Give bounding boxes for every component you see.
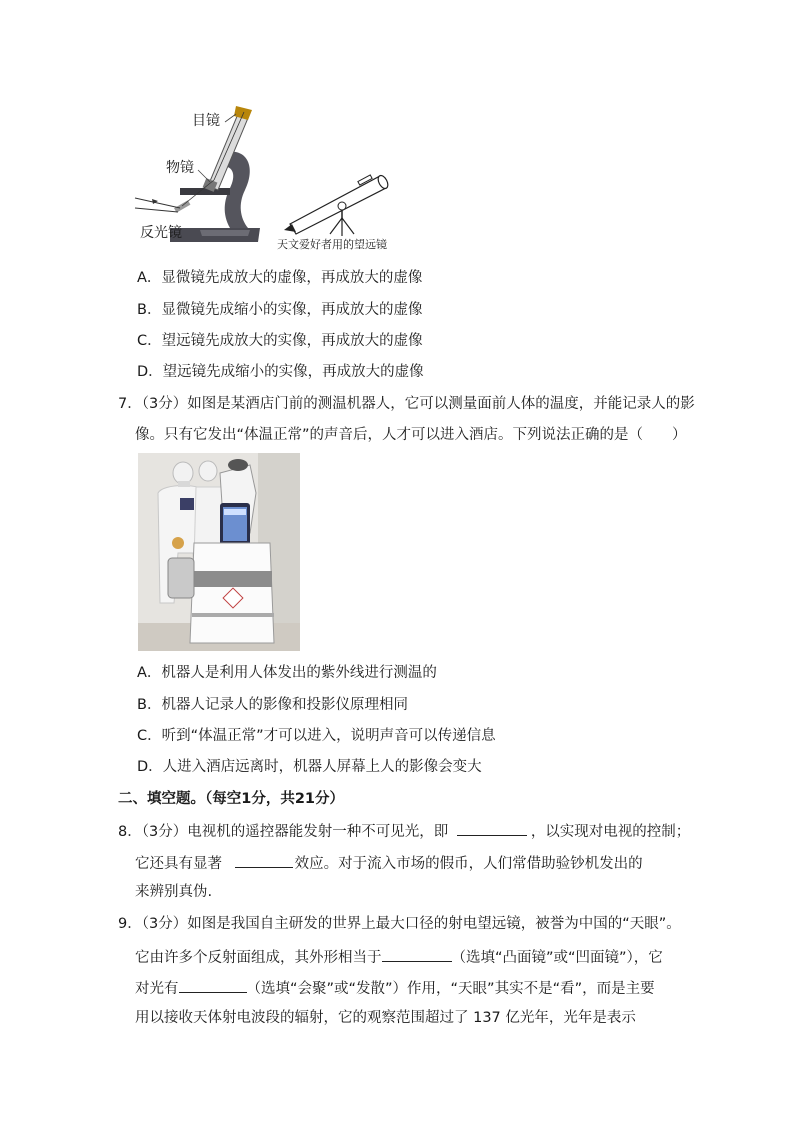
q8-line3 [135,882,212,902]
q7-option-d: D．人进入酒店远离时，机器人屏幕上人的影像会变大 [137,759,482,775]
q9-text: 它由许多个反射面组成，其外形相当于 [135,950,382,966]
q8-line2 [135,852,643,874]
q6-option-d: D．望远镜先成缩小的实像，再成放大的虚像 [137,364,424,380]
q9-text: （选填“会聚”或“发散”）作用，“天眼”其实不是“看”，而是主要 [246,981,655,997]
objective-label: 物镜 [166,160,194,176]
q7-stem-line1: 7．（3分）如图是某酒店门前的测温机器人，它可以测量面前人体的温度，并能记录人的影 [118,396,695,412]
telescope-caption: 天文爱好者用的望远镜 [277,238,387,251]
figure-q6 [130,100,410,260]
q6-option-c: C．望远镜先成放大的实像，再成放大的虚像 [137,333,423,349]
q9-line3 [135,977,655,999]
q7-option-b: B．机器人记录人的影像和投影仪原理相同 [137,697,408,713]
section-title: 二、填空题。（每空1分，共21分） [118,791,345,807]
q7-option-a: A．机器人是利用人体发出的紫外线进行测温的 [137,665,437,681]
telescope-diagram [280,162,400,242]
q8-line1 [118,820,690,842]
q8-text: 来辨别真伪. [135,884,213,900]
q8-text: 8．（3分）电视机的遥控器能发射一种不可见光，即 [118,824,449,840]
reflector-label: 反光镜 [140,225,182,241]
q8-blank-2[interactable] [235,852,293,868]
q6-option-a: A．显微镜先成放大的虚像，再成放大的虚像 [137,270,423,286]
q9-line2 [135,946,663,968]
q8-blank-1[interactable] [457,820,527,836]
q9-line4: 用以接收天体射电波段的辐射，它的观察范围超过了 137 亿光年，光年是表示 [135,1010,636,1026]
q8-text: ，以实现对电视的控制； [530,824,691,840]
q8-text: 它还具有显著 [135,856,222,872]
q9-blank-2[interactable] [179,977,247,993]
robot-photo [138,453,300,651]
q6-option-b: B．显微镜先成缩小的实像，再成放大的虚像 [137,302,423,318]
eyepiece-label: 目镜 [192,113,220,129]
q9-line1: 9．（3分）如图是我国自主研发的世界上最大口径的射电望远镜，被誉为中国的“天眼”。 [118,916,681,932]
q7-option-c: C．听到“体温正常”才可以进入，说明声音可以传递信息 [137,728,496,744]
q8-text: 效应。对于流入市场的假币，人们常借助验钞机发出的 [294,856,643,872]
q9-blank-1[interactable] [382,946,452,962]
q9-text: 对光有 [135,981,179,997]
q7-stem-line2: 像。只有它发出“体温正常”的声音后，人才可以进入酒店。下列说法正确的是（ ） [135,427,687,443]
q9-text: （选填“凸面镜”或“凹面镜”），它 [451,950,663,966]
